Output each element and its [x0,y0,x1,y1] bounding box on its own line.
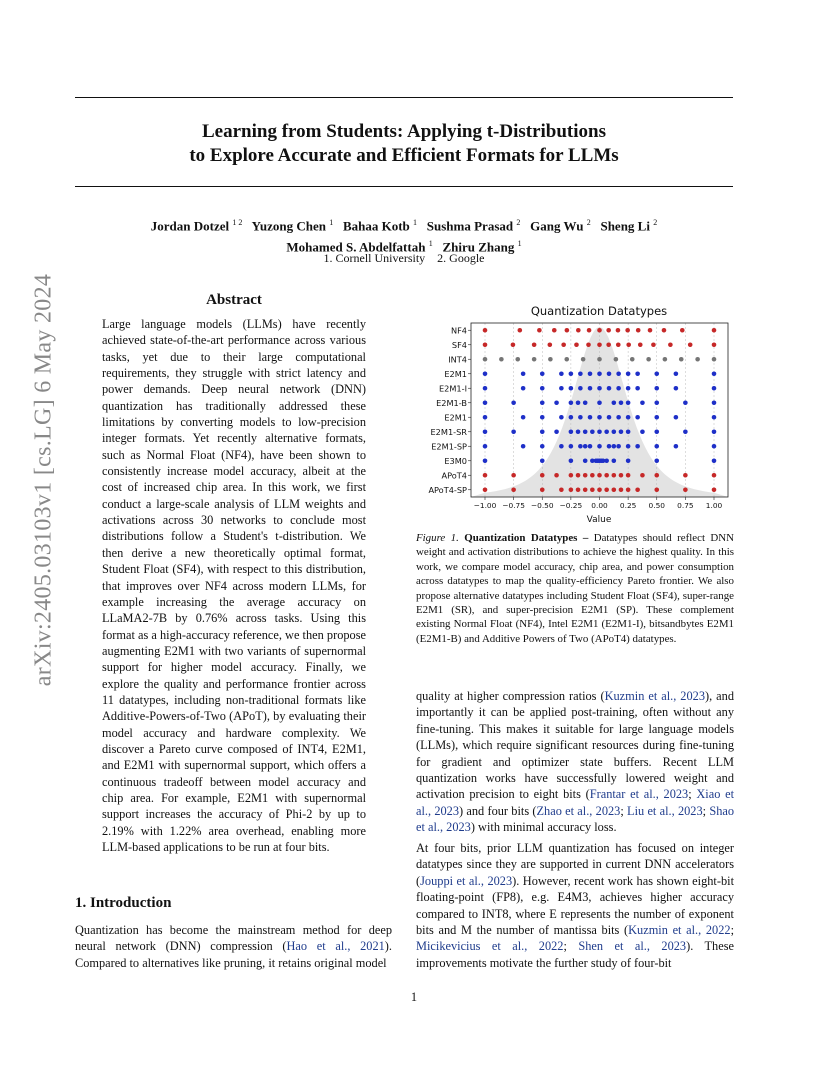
data-point [604,458,609,463]
data-point [654,458,659,463]
data-point [483,400,488,405]
author-affiliation: 1 [428,239,433,249]
data-point [548,342,553,347]
data-point [674,444,679,449]
author-affiliation: 1 2 [232,218,243,227]
data-point [559,371,564,376]
data-point [606,328,611,333]
data-point [540,473,545,478]
data-point [616,371,621,376]
author-name: Gang Wu [530,218,584,234]
data-point [604,429,609,434]
title-top-rule [75,97,733,98]
data-point [590,487,595,492]
data-point [607,371,612,376]
data-point [554,400,559,405]
data-point [654,400,659,405]
data-point [638,342,643,347]
data-point [712,487,717,492]
data-point [521,415,526,420]
author-affiliation: 2 [586,218,591,227]
data-point [578,444,583,449]
data-point [651,342,656,347]
figure-label: Figure 1. [416,532,459,544]
data-point [574,342,579,347]
page-number: 1 [410,990,418,1004]
data-point [588,386,593,391]
y-tick-label: E2M1-SP [431,441,467,452]
data-point [619,487,624,492]
data-point [483,429,488,434]
data-point [483,487,488,492]
data-point [576,328,581,333]
data-point [654,386,659,391]
data-point [583,487,588,492]
data-point [604,473,609,478]
data-point [597,415,602,420]
figure-caption-text: Datatypes should reflect DNN weight and activation distributions to achieve the highest quality. In this work, we compare model accuracy, chip area, and power consumption across datatypes to map the quality-efficiency Pareto frontier. We also propose alternative datatypes including Student Float (SF4), super-range E2M1 (SR), and super-precision E2M1 (SP). These complement existing Normal Float (NF4), Intel E2M1 (E2M1-I), bitsandbytes E2M1 (E2M1-B) and Additive Powers of Two (APoT4) datatypes. [416,532,734,645]
data-point [511,487,516,492]
data-point [616,415,621,420]
citation-link[interactable]: Micikevicius et al., 2022 [416,939,564,954]
data-point [626,371,631,376]
arxiv-identifier: arXiv:2405.03103v1 [cs.LG] 6 May 2024 [30,273,57,687]
introduction-paragraph: Quantization has become the mainstream method for deep neural network (DNN) compression (Hao et al., 2021). Compared to alternatives like pruning, it retains original model [75,923,392,970]
data-point [640,473,645,478]
data-point [625,328,630,333]
data-point [569,458,574,463]
y-tick-label: SF4 [451,339,467,350]
data-point [569,429,574,434]
data-point [597,371,602,376]
y-tick-label: E2M1 [444,368,467,379]
data-point [511,473,516,478]
author-affiliation: 1 [517,239,522,249]
data-point [515,357,520,362]
data-point [683,487,688,492]
data-point [499,357,504,362]
data-point [569,386,574,391]
data-point [626,342,631,347]
abstract-text: Large language models (LLMs) have recently achieved state-of-the-art performance across various tasks, yet due to their large computational requirements, they struggle with strict latency and power demands. Deep neural network (DNN) quantization has traditionally addressed these limitations by converting models to low-precision integer formats. Yet recently alternative formats, such as Normal Float (NF4), have been shown to consistently increase model accuracy, albeit at the cost of increased chip area. In this work, we first conduct a large-scale analysis of LLM weights and activations across 30 networks to conclude most distributions follow a Student's t-distribution. We then derive a new theoretically optimal format, Student Float (SF4), with respect to this distribution, that improves over NF4 across modern LLMs, for example increasing the average accuracy on LLaMA2-7B by 0.76% across tasks. Using this format as a high-accuracy reference, we then propose augmenting E2M1 with two variants of supernormal support for higher model accuracy. Finally, we explore the quality and performance frontier across 11 datatypes, including non-traditional formats like Additive-Powers-of-Two (APoT), by evaluating their model accuracy and hardware complexity. We discover a Pareto curve composed of INT4, E2M1, and E2M1 with supernormal support, which offers a continuous tradeoff between model accuracy and chip area. For example, E2M1 with supernormal support increases the accuracy of Phi-2 by up to 2.19% with 1.22% area overhead, enabling more LLM-based applications to be run at four bits. [102,317,366,854]
data-point [626,444,631,449]
section-heading-introduction: 1. Introduction [75,895,172,911]
data-point [576,473,581,478]
data-point [559,444,564,449]
data-point [559,487,564,492]
data-point [683,400,688,405]
data-point [712,400,717,405]
abstract-heading: Abstract [206,292,262,308]
data-point [688,342,693,347]
data-point [569,371,574,376]
data-point [607,386,612,391]
data-point [590,473,595,478]
y-tick-label: E2M1-I [438,383,467,394]
y-tick-label: E2M1-B [436,397,467,408]
data-point [712,458,717,463]
data-point [569,487,574,492]
data-point [483,371,488,376]
right-column-paragraph-1: quality at higher compression ratios (Kuzmin et al., 2023), and importantly it can be applied post-training, often without any fine-tuning. This makes it suitable for large language models (LLMs), which require significant resources during fine-tuning for gradient and optimizer state buffers. Recent LLM quantization works have successfully lowered weight and activation precision to eight bits (Frantar et al., 2023; Xiao et al., 2023) and four bits (Zhao et al., 2023; Liu et al., 2023; Shao et al., 2023) with minimal accuracy loss. [416,689,735,835]
data-point [565,328,570,333]
data-point [483,328,488,333]
x-tick-label: 1.00 [705,501,723,510]
data-point [548,357,553,362]
data-point [626,386,631,391]
data-point [654,429,659,434]
quantization-datatypes-chart [415,300,735,528]
data-point [483,386,488,391]
data-point [597,429,602,434]
data-point [662,328,667,333]
data-point [540,458,545,463]
data-point [616,444,621,449]
citation-link[interactable]: Shao et al., 2023 [416,803,735,835]
chart-title: Quantization Datatypes [530,304,668,318]
data-point [607,415,612,420]
data-point [559,415,564,420]
data-point [663,357,668,362]
author-affiliation: 1 [329,218,334,227]
paper-title-line-1: Learning from Students: Applying t-Distributions [202,121,606,142]
data-point [576,400,581,405]
figure-caption-title: Quantization Datatypes – [464,532,589,544]
data-point [683,429,688,434]
data-point [569,444,574,449]
data-point [583,400,588,405]
data-point [712,357,717,362]
data-point [521,386,526,391]
title-bottom-rule [75,186,733,187]
data-point [626,473,631,478]
data-point [674,415,679,420]
data-point [635,415,640,420]
data-point [532,357,537,362]
data-point [483,444,488,449]
data-point [518,328,523,333]
data-point [583,473,588,478]
chart-x-axis-label: Value [586,515,612,525]
data-point [607,444,612,449]
author-affiliation: 2 [653,218,658,227]
data-point [612,458,617,463]
data-point [712,328,717,333]
data-point [583,458,588,463]
right-column-paragraph-2: At four bits, prior LLM quantization has focused on integer datatypes since they are supported in current DNN accelerators (Jouppi et al., 2023). However, recent work has shown eight-bit floating-point (FP8), e.g. E4M3, achieves higher accuracy compared to INT8, where E represents the number of exponent bits and M the number of mantissa bits (Kuzmin et al., 2022; Micikevicius et al., 2022; Shen et al., 2023). These improvements motivate the further study of four-bit [416,841,735,970]
data-point [561,342,566,347]
data-point [483,473,488,478]
data-point [554,429,559,434]
data-point [581,357,586,362]
citation-link[interactable]: Jouppi et al., 2023 [420,873,513,888]
data-point [654,371,659,376]
author-name: Mohamed S. Abdelfattah [286,239,426,255]
data-point [712,386,717,391]
x-tick-label: 0.00 [591,501,608,510]
data-point [483,342,488,347]
data-point [606,342,611,347]
x-tick-label: −0.50 [530,501,554,510]
data-point [597,473,602,478]
data-point [636,328,641,333]
data-point [564,357,569,362]
data-point [640,429,645,434]
y-tick-label: APoT4-SP [428,484,467,495]
data-point [616,386,621,391]
data-point [635,487,640,492]
data-point [626,400,631,405]
data-point [552,328,557,333]
data-point [576,429,581,434]
data-point [674,371,679,376]
y-tick-label: NF4 [450,325,467,336]
y-tick-label: APoT4 [441,470,467,481]
data-point [612,400,617,405]
data-point [712,415,717,420]
data-point [630,357,635,362]
data-point [597,357,602,362]
data-point [614,357,619,362]
data-point [616,328,621,333]
y-tick-label: E2M1 [444,412,467,423]
x-tick-label: 0.75 [677,501,694,510]
data-point [569,400,574,405]
data-point [635,371,640,376]
data-point [612,487,617,492]
data-point [597,444,602,449]
data-point [619,473,624,478]
data-point [712,342,717,347]
data-point [597,328,602,333]
x-tick-label: −1.00 [473,501,497,510]
data-point [597,342,602,347]
author-name: Jordan Dotzel [150,218,230,234]
data-point [483,357,488,362]
data-point [597,400,602,405]
data-point [635,444,640,449]
author-name: Sushma Prasad [426,218,514,234]
figure-caption [416,531,734,646]
data-point [578,415,583,420]
author-name: Yuzong Chen [251,218,326,234]
citation-link[interactable]: Hao et al., 2021 [286,939,385,954]
data-point [540,400,545,405]
data-point [554,473,559,478]
data-point [612,473,617,478]
data-point [712,429,717,434]
data-point [612,444,617,449]
author-affiliation: 2 [516,218,521,227]
paper-title [75,120,733,168]
citation-link[interactable]: Zhao et al., 2023 [536,803,621,818]
data-point [654,415,659,420]
data-point [537,328,542,333]
y-tick-label: E3M0 [444,455,467,466]
data-point [646,357,651,362]
data-point [583,444,588,449]
data-point [540,487,545,492]
data-point [587,328,592,333]
x-tick-label: −0.25 [559,501,583,510]
data-point [654,444,659,449]
data-point [640,400,645,405]
x-tick-label: −0.75 [502,501,525,510]
x-tick-label: 0.25 [619,501,637,510]
data-point [588,371,593,376]
data-point [588,444,593,449]
data-point [654,473,659,478]
citation-link[interactable]: Shen et al., 2023 [578,939,687,954]
y-tick-label: INT4 [448,354,467,365]
citation-link[interactable]: Kuzmin et al., 2023 [604,689,705,703]
data-point [511,429,516,434]
data-point [679,357,684,362]
data-point [540,415,545,420]
paper-title-line-2: to Explore Accurate and Efficient Formats for LLMs [189,145,619,166]
data-point [540,371,545,376]
data-point [511,400,516,405]
data-point [626,415,631,420]
data-point [712,473,717,478]
data-point [583,429,588,434]
citation-link[interactable]: Frantar et al., 2023 [589,787,689,802]
data-point [674,386,679,391]
data-point [588,415,593,420]
data-point [648,328,653,333]
data-point [695,357,700,362]
data-point [521,371,526,376]
data-point [619,400,624,405]
data-point [683,473,688,478]
author-name: Bahaa Kotb [342,218,410,234]
data-point [680,328,685,333]
data-point [668,342,673,347]
data-point [616,342,621,347]
data-point [569,473,574,478]
citation-link[interactable]: Xiao et al., 2023 [416,787,734,818]
y-tick-label: E2M1-SR [430,426,467,437]
data-point [635,386,640,391]
data-point [540,386,545,391]
data-point [540,429,545,434]
data-point [483,415,488,420]
data-point [597,487,602,492]
author-affiliation: 1 [413,218,418,227]
data-point [559,386,564,391]
author-name: Sheng Li [600,218,650,234]
x-tick-label: 0.50 [648,501,665,510]
data-point [597,386,602,391]
data-point [569,415,574,420]
data-point [619,429,624,434]
data-point [612,429,617,434]
data-point [626,458,631,463]
data-point [626,429,631,434]
citation-link[interactable]: Liu et al., 2023 [627,803,703,818]
affiliations: 1. Cornell University 2. Google [323,251,485,265]
data-point [654,487,659,492]
data-point [712,444,717,449]
author-name: Zhiru Zhang [442,239,515,255]
data-point [511,342,516,347]
data-point [540,444,545,449]
data-point [521,444,526,449]
data-point [590,429,595,434]
data-point [626,487,631,492]
data-point [483,458,488,463]
citation-link[interactable]: Kuzmin et al., 2022 [628,923,731,938]
data-point [578,371,583,376]
data-point [532,342,537,347]
data-point [586,342,591,347]
data-point [604,487,609,492]
data-point [576,487,581,492]
data-point [712,371,717,376]
data-point [578,386,583,391]
